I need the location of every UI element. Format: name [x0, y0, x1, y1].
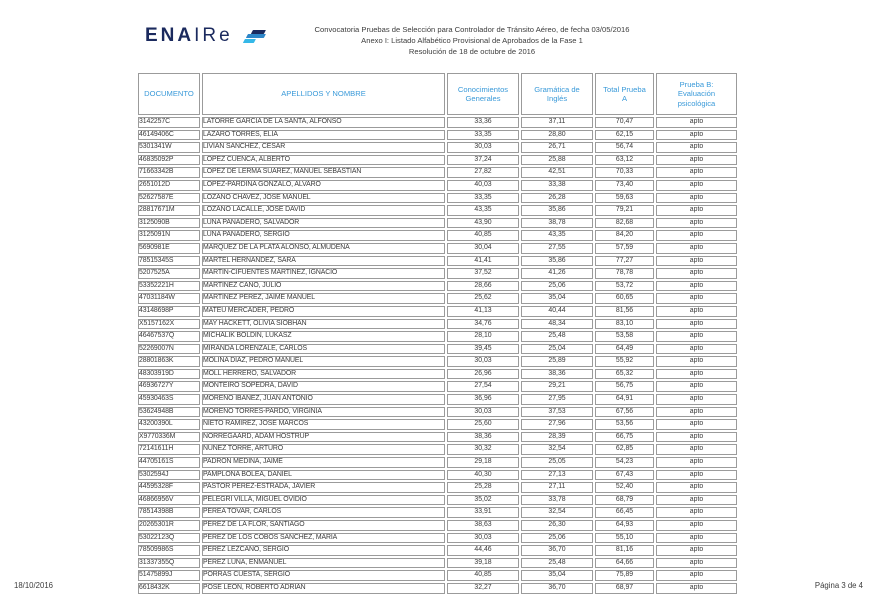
- cell-total: 83,10: [595, 319, 654, 330]
- cell-conocimientos: 39,18: [447, 558, 519, 569]
- cell-documento: 47031184W: [138, 293, 200, 304]
- cell-total: 53,72: [595, 281, 654, 292]
- cell-documento: 78509986S: [138, 545, 200, 556]
- cell-total: 73,40: [595, 180, 654, 191]
- cell-documento: 53022123Q: [138, 533, 200, 544]
- cell-gramatica: 36,70: [521, 545, 593, 556]
- table-row: [138, 331, 737, 342]
- table-row: [138, 545, 737, 556]
- table-row: [138, 507, 737, 518]
- cell-total: 81,56: [595, 306, 654, 317]
- table-row: [138, 520, 737, 531]
- cell-conocimientos: 38,36: [447, 432, 519, 443]
- cell-documento: 28817671M: [138, 205, 200, 216]
- cell-total: 70,33: [595, 167, 654, 178]
- cell-apellidos: PEREZ LUNA, ENMANUEL: [202, 558, 445, 569]
- cell-prueba-b: apto: [656, 205, 737, 216]
- cell-total: 63,12: [595, 155, 654, 166]
- cell-prueba-b: apto: [656, 545, 737, 556]
- cell-documento: X5157162X: [138, 319, 200, 330]
- cell-total: 77,27: [595, 256, 654, 267]
- cell-gramatica: 28,80: [521, 130, 593, 141]
- cell-gramatica: 25,88: [521, 155, 593, 166]
- table-row: [138, 394, 737, 405]
- cell-gramatica: 35,86: [521, 205, 593, 216]
- cell-documento: X9770336M: [138, 432, 200, 443]
- cell-total: 56,74: [595, 142, 654, 153]
- cell-apellidos: PEREZ LEZCANO, SERGIO: [202, 545, 445, 556]
- cell-total: 64,93: [595, 520, 654, 531]
- cell-total: 66,75: [595, 432, 654, 443]
- table-header-row: [138, 73, 737, 115]
- cell-apellidos: LOPEZ CUENCA, ALBERTO: [202, 155, 445, 166]
- table-row: [138, 444, 737, 455]
- table-row: [138, 570, 737, 581]
- cell-conocimientos: 33,36: [447, 117, 519, 128]
- table-row: [138, 419, 737, 430]
- cell-prueba-b: apto: [656, 117, 737, 128]
- table-row: [138, 432, 737, 443]
- cell-total: 65,32: [595, 369, 654, 380]
- cell-apellidos: MARTIN-CIFUENTES MARTINEZ, IGNACIO: [202, 268, 445, 279]
- cell-apellidos: NUÑEZ TORRE, ARTURO: [202, 444, 445, 455]
- cell-prueba-b: apto: [656, 319, 737, 330]
- cell-total: 64,66: [595, 558, 654, 569]
- cell-apellidos: PEREZ DE LA FLOR, SANTIAGO: [202, 520, 445, 531]
- cell-prueba-b: apto: [656, 482, 737, 493]
- cell-prueba-b: apto: [656, 558, 737, 569]
- cell-documento: 20265301R: [138, 520, 200, 531]
- cell-conocimientos: 28,10: [447, 331, 519, 342]
- cell-prueba-b: apto: [656, 167, 737, 178]
- cell-total: 68,97: [595, 583, 654, 594]
- cell-prueba-b: apto: [656, 570, 737, 581]
- cell-gramatica: 37,53: [521, 407, 593, 418]
- cell-prueba-b: apto: [656, 281, 737, 292]
- cell-apellidos: PELEGRI VILLA, MIGUEL OVIDIO: [202, 495, 445, 506]
- cell-gramatica: 25,06: [521, 281, 593, 292]
- cell-prueba-b: apto: [656, 130, 737, 141]
- col-header-documento: DOCUMENTO: [138, 73, 200, 115]
- table-row: [138, 130, 737, 141]
- cell-gramatica: 27,96: [521, 419, 593, 430]
- cell-conocimientos: 43,90: [447, 218, 519, 229]
- cell-apellidos: MARTINEZ CANO, JULIO: [202, 281, 445, 292]
- table-row: [138, 583, 737, 594]
- cell-documento: 72141611H: [138, 444, 200, 455]
- cell-total: 59,63: [595, 193, 654, 204]
- cell-prueba-b: apto: [656, 419, 737, 430]
- cell-conocimientos: 30,03: [447, 533, 519, 544]
- cell-documento: 43200390L: [138, 419, 200, 430]
- cell-conocimientos: 35,02: [447, 495, 519, 506]
- cell-apellidos: LUNA PANADERO, SERGIO: [202, 230, 445, 241]
- cell-prueba-b: apto: [656, 583, 737, 594]
- cell-apellidos: LOPEZ DE LERMA SUAREZ, MANUEL SEBASTIAN: [202, 167, 445, 178]
- cell-documento: 3125091N: [138, 230, 200, 241]
- cell-total: 55,92: [595, 356, 654, 367]
- table-row: [138, 142, 737, 153]
- cell-prueba-b: apto: [656, 230, 737, 241]
- cell-apellidos: MORENO IBAÑEZ, JUAN ANTONIO: [202, 394, 445, 405]
- table-row: [138, 256, 737, 267]
- cell-apellidos: PASTOR PEREZ-ESTRADA, JAVIER: [202, 482, 445, 493]
- cell-conocimientos: 38,63: [447, 520, 519, 531]
- table-row: [138, 193, 737, 204]
- cell-documento: 46149406C: [138, 130, 200, 141]
- cell-gramatica: 25,05: [521, 457, 593, 468]
- cell-gramatica: 25,06: [521, 533, 593, 544]
- cell-gramatica: 41,26: [521, 268, 593, 279]
- table-row: [138, 230, 737, 241]
- cell-total: 68,79: [595, 495, 654, 506]
- cell-conocimientos: 30,03: [447, 356, 519, 367]
- cell-documento: 6618432K: [138, 583, 200, 594]
- cell-gramatica: 29,21: [521, 381, 593, 392]
- table-row: [138, 205, 737, 216]
- cell-total: 62,85: [595, 444, 654, 455]
- cell-documento: 51475899J: [138, 570, 200, 581]
- cell-total: 62,15: [595, 130, 654, 141]
- cell-total: 57,59: [595, 243, 654, 254]
- col-header-total: Total Prueba A: [595, 73, 654, 115]
- cell-conocimientos: 30,04: [447, 243, 519, 254]
- cell-documento: 71663342B: [138, 167, 200, 178]
- cell-gramatica: 25,89: [521, 356, 593, 367]
- footer-date: 18/10/2016: [14, 581, 54, 590]
- cell-documento: 5301341W: [138, 142, 200, 153]
- wordmark-tail-part: e: [219, 25, 233, 46]
- cell-total: 64,49: [595, 344, 654, 355]
- cell-documento: 78514398B: [138, 507, 200, 518]
- cell-prueba-b: apto: [656, 256, 737, 267]
- cell-prueba-b: apto: [656, 533, 737, 544]
- enaire-logo: [145, 24, 269, 48]
- cell-conocimientos: 33,35: [447, 193, 519, 204]
- cell-prueba-b: apto: [656, 407, 737, 418]
- cell-documento: 78515345S: [138, 256, 200, 267]
- enaire-wordmark: [145, 25, 233, 47]
- table-row: [138, 482, 737, 493]
- cell-gramatica: 32,54: [521, 444, 593, 455]
- cell-gramatica: 38,36: [521, 369, 593, 380]
- cell-gramatica: 40,44: [521, 306, 593, 317]
- cell-total: 54,23: [595, 457, 654, 468]
- cell-conocimientos: 40,30: [447, 470, 519, 481]
- cell-gramatica: 48,34: [521, 319, 593, 330]
- cell-gramatica: 27,55: [521, 243, 593, 254]
- cell-total: 60,65: [595, 293, 654, 304]
- cell-total: 70,47: [595, 117, 654, 128]
- cell-apellidos: MIRANDA LORENZALE, CARLOS: [202, 344, 445, 355]
- cell-gramatica: 25,48: [521, 331, 593, 342]
- cell-prueba-b: apto: [656, 432, 737, 443]
- table-row: [138, 117, 737, 128]
- cell-gramatica: 27,95: [521, 394, 593, 405]
- cell-gramatica: 33,38: [521, 180, 593, 191]
- cell-prueba-b: apto: [656, 495, 737, 506]
- cell-gramatica: 35,04: [521, 570, 593, 581]
- cell-apellidos: NORREGAARD, ADAM HOSTRUP: [202, 432, 445, 443]
- cell-conocimientos: 40,85: [447, 570, 519, 581]
- cell-apellidos: NIETO RAMIREZ, JOSE MARCOS: [202, 419, 445, 430]
- cell-conocimientos: 43,35: [447, 205, 519, 216]
- cell-apellidos: MORENO TORRES-PARDO, VIRGINIA: [202, 407, 445, 418]
- table-row: [138, 457, 737, 468]
- cell-conocimientos: 29,18: [447, 457, 519, 468]
- col-header-gramatica: Gramática de Inglés: [521, 73, 593, 115]
- cell-apellidos: MICHALIK BOLDIN, LUKASZ: [202, 331, 445, 342]
- cell-apellidos: PADRON MEDINA, JAIME: [202, 457, 445, 468]
- table-row: [138, 243, 737, 254]
- cell-gramatica: 27,11: [521, 482, 593, 493]
- cell-prueba-b: apto: [656, 444, 737, 455]
- cell-conocimientos: 25,62: [447, 293, 519, 304]
- cell-documento: 3125090B: [138, 218, 200, 229]
- table-row: [138, 369, 737, 380]
- cell-prueba-b: apto: [656, 507, 737, 518]
- cell-apellidos: LOPEZ-PARDINA GONZALO, ALVARO: [202, 180, 445, 191]
- cell-documento: 46936727Y: [138, 381, 200, 392]
- cell-documento: 45930463S: [138, 394, 200, 405]
- cell-conocimientos: 26,96: [447, 369, 519, 380]
- table-row: [138, 167, 737, 178]
- cell-conocimientos: 30,32: [447, 444, 519, 455]
- cell-documento: 31337355Q: [138, 558, 200, 569]
- cell-total: 82,68: [595, 218, 654, 229]
- cell-apellidos: MATEU MERCADER, PEDRO: [202, 306, 445, 317]
- table-row: [138, 470, 737, 481]
- cell-conocimientos: 40,85: [447, 230, 519, 241]
- cell-gramatica: 35,04: [521, 293, 593, 304]
- wordmark-bold-part: ENA: [145, 25, 195, 46]
- cell-conocimientos: 27,82: [447, 167, 519, 178]
- cell-apellidos: MARTINEZ PEREZ, JAIME MANUEL: [202, 293, 445, 304]
- cell-conocimientos: 28,66: [447, 281, 519, 292]
- cell-gramatica: 28,39: [521, 432, 593, 443]
- cell-documento: 44705161S: [138, 457, 200, 468]
- cell-gramatica: 32,54: [521, 507, 593, 518]
- cell-gramatica: 43,35: [521, 230, 593, 241]
- cell-total: 81,16: [595, 545, 654, 556]
- cell-gramatica: 26,30: [521, 520, 593, 531]
- cell-documento: 53352221H: [138, 281, 200, 292]
- cell-gramatica: 25,48: [521, 558, 593, 569]
- cell-total: 67,43: [595, 470, 654, 481]
- enaire-bars-icon: [243, 30, 269, 45]
- wordmark-light-part: IR: [194, 25, 220, 46]
- cell-prueba-b: apto: [656, 369, 737, 380]
- cell-apellidos: LIVIAN SANCHEZ, CESAR: [202, 142, 445, 153]
- cell-apellidos: MARQUEZ DE LA PLATA ALONSO, ALMUDENA: [202, 243, 445, 254]
- table-row: [138, 344, 737, 355]
- cell-conocimientos: 41,13: [447, 306, 519, 317]
- table-row: [138, 356, 737, 367]
- cell-gramatica: 36,70: [521, 583, 593, 594]
- cell-prueba-b: apto: [656, 142, 737, 153]
- cell-documento: 53624948B: [138, 407, 200, 418]
- cell-prueba-b: apto: [656, 306, 737, 317]
- cell-gramatica: 33,78: [521, 495, 593, 506]
- cell-prueba-b: apto: [656, 520, 737, 531]
- cell-total: 56,75: [595, 381, 654, 392]
- cell-documento: 5207525A: [138, 268, 200, 279]
- col-header-conocimientos: Conocimientos Generales: [447, 73, 519, 115]
- cell-conocimientos: 36,96: [447, 394, 519, 405]
- cell-conocimientos: 33,91: [447, 507, 519, 518]
- cell-conocimientos: 27,54: [447, 381, 519, 392]
- cell-total: 79,21: [595, 205, 654, 216]
- cell-conocimientos: 37,24: [447, 155, 519, 166]
- cell-conocimientos: 40,03: [447, 180, 519, 191]
- doc-title-line2: Anexo I: Listado Alfabético Provisional de Aprobados de la Fase 1: [361, 36, 583, 45]
- cell-gramatica: 37,11: [521, 117, 593, 128]
- cell-prueba-b: apto: [656, 268, 737, 279]
- doc-title-line3: Resolución de 18 de octubre de 2016: [408, 47, 536, 56]
- cell-total: 52,40: [595, 482, 654, 493]
- cell-total: 66,45: [595, 507, 654, 518]
- cell-documento: 5302594J: [138, 470, 200, 481]
- col-header-apellidos: APELLIDOS Y NOMBRE: [202, 73, 445, 115]
- document-header: [312, 24, 632, 57]
- cell-documento: 46467537Q: [138, 331, 200, 342]
- cell-documento: 3142257C: [138, 117, 200, 128]
- table-row: [138, 155, 737, 166]
- cell-documento: 46866956V: [138, 495, 200, 506]
- cell-apellidos: MOLL HERRERO, SALVADOR: [202, 369, 445, 380]
- results-table: [136, 71, 739, 596]
- table-row: [138, 495, 737, 506]
- cell-conocimientos: 37,52: [447, 268, 519, 279]
- table-row: [138, 293, 737, 304]
- cell-gramatica: 27,13: [521, 470, 593, 481]
- table-row: [138, 180, 737, 191]
- cell-apellidos: PORRAS CUESTA, SERGIO: [202, 570, 445, 581]
- cell-apellidos: PAMPLONA BOLEA, DANIEL: [202, 470, 445, 481]
- table-row: [138, 381, 737, 392]
- cell-total: 53,56: [595, 419, 654, 430]
- cell-apellidos: LOZANO LACALLE, JOSE DAVID: [202, 205, 445, 216]
- cell-conocimientos: 30,03: [447, 407, 519, 418]
- cell-prueba-b: apto: [656, 394, 737, 405]
- cell-prueba-b: apto: [656, 193, 737, 204]
- cell-apellidos: PEREA TOVAR, CARLOS: [202, 507, 445, 518]
- cell-documento: 28801863K: [138, 356, 200, 367]
- cell-apellidos: LATORRE GARCIA DE LA SANTA, ALFONSO: [202, 117, 445, 128]
- cell-conocimientos: 44,46: [447, 545, 519, 556]
- cell-total: 75,89: [595, 570, 654, 581]
- cell-documento: 43148698P: [138, 306, 200, 317]
- table-row: [138, 306, 737, 317]
- cell-prueba-b: apto: [656, 344, 737, 355]
- cell-documento: 48303919D: [138, 369, 200, 380]
- cell-apellidos: MAY HACKETT, OLIVIA SIOBHAN: [202, 319, 445, 330]
- cell-conocimientos: 41,41: [447, 256, 519, 267]
- cell-gramatica: 35,86: [521, 256, 593, 267]
- cell-documento: 52627587E: [138, 193, 200, 204]
- table-row: [138, 319, 737, 330]
- cell-total: 67,56: [595, 407, 654, 418]
- doc-title-line1: Convocatoria Pruebas de Selección para Controlador de Tránsito Aéreo, de fecha 03/05/2016: [314, 25, 630, 34]
- cell-total: 64,91: [595, 394, 654, 405]
- cell-documento: 52269007N: [138, 344, 200, 355]
- cell-gramatica: 26,71: [521, 142, 593, 153]
- cell-conocimientos: 33,35: [447, 130, 519, 141]
- cell-prueba-b: apto: [656, 381, 737, 392]
- cell-apellidos: MONTEIRO SOPEDRA, DAVID: [202, 381, 445, 392]
- cell-apellidos: POSE LEON, ROBERTO ADRIAN: [202, 583, 445, 594]
- table-row: [138, 268, 737, 279]
- table-row: [138, 558, 737, 569]
- cell-gramatica: 26,28: [521, 193, 593, 204]
- cell-prueba-b: apto: [656, 155, 737, 166]
- cell-apellidos: LOZANO CHAVEZ, JOSE MANUEL: [202, 193, 445, 204]
- cell-apellidos: MOLINA DIAZ, PEDRO MANUEL: [202, 356, 445, 367]
- cell-apellidos: LAZARO TORRES, ELIA: [202, 130, 445, 141]
- cell-prueba-b: apto: [656, 470, 737, 481]
- cell-conocimientos: 39,45: [447, 344, 519, 355]
- cell-gramatica: 25,04: [521, 344, 593, 355]
- cell-prueba-b: apto: [656, 218, 737, 229]
- cell-prueba-b: apto: [656, 293, 737, 304]
- cell-prueba-b: apto: [656, 180, 737, 191]
- cell-documento: 5690981E: [138, 243, 200, 254]
- col-header-prueba-b: Prueba B: Evaluación psicológica: [656, 73, 737, 115]
- cell-prueba-b: apto: [656, 457, 737, 468]
- cell-gramatica: 42,51: [521, 167, 593, 178]
- cell-conocimientos: 25,28: [447, 482, 519, 493]
- cell-total: 78,78: [595, 268, 654, 279]
- cell-prueba-b: apto: [656, 331, 737, 342]
- cell-apellidos: PEREZ DE LOS COBOS SANCHEZ, MARIA: [202, 533, 445, 544]
- cell-documento: 44595328F: [138, 482, 200, 493]
- cell-documento: 46835092P: [138, 155, 200, 166]
- cell-prueba-b: apto: [656, 243, 737, 254]
- cell-total: 84,20: [595, 230, 654, 241]
- cell-total: 53,58: [595, 331, 654, 342]
- cell-conocimientos: 34,76: [447, 319, 519, 330]
- cell-prueba-b: apto: [656, 356, 737, 367]
- cell-total: 55,10: [595, 533, 654, 544]
- cell-gramatica: 38,78: [521, 218, 593, 229]
- cell-conocimientos: 30,03: [447, 142, 519, 153]
- cell-conocimientos: 25,60: [447, 419, 519, 430]
- table-row: [138, 218, 737, 229]
- table-row: [138, 407, 737, 418]
- cell-apellidos: LUNA PANADERO, SALVADOR: [202, 218, 445, 229]
- cell-conocimientos: 32,27: [447, 583, 519, 594]
- table-row: [138, 533, 737, 544]
- table-row: [138, 281, 737, 292]
- footer-page-number: Página 3 de 4: [814, 581, 863, 590]
- cell-apellidos: MARTEL HERNANDEZ, SARA: [202, 256, 445, 267]
- cell-documento: 2651012D: [138, 180, 200, 191]
